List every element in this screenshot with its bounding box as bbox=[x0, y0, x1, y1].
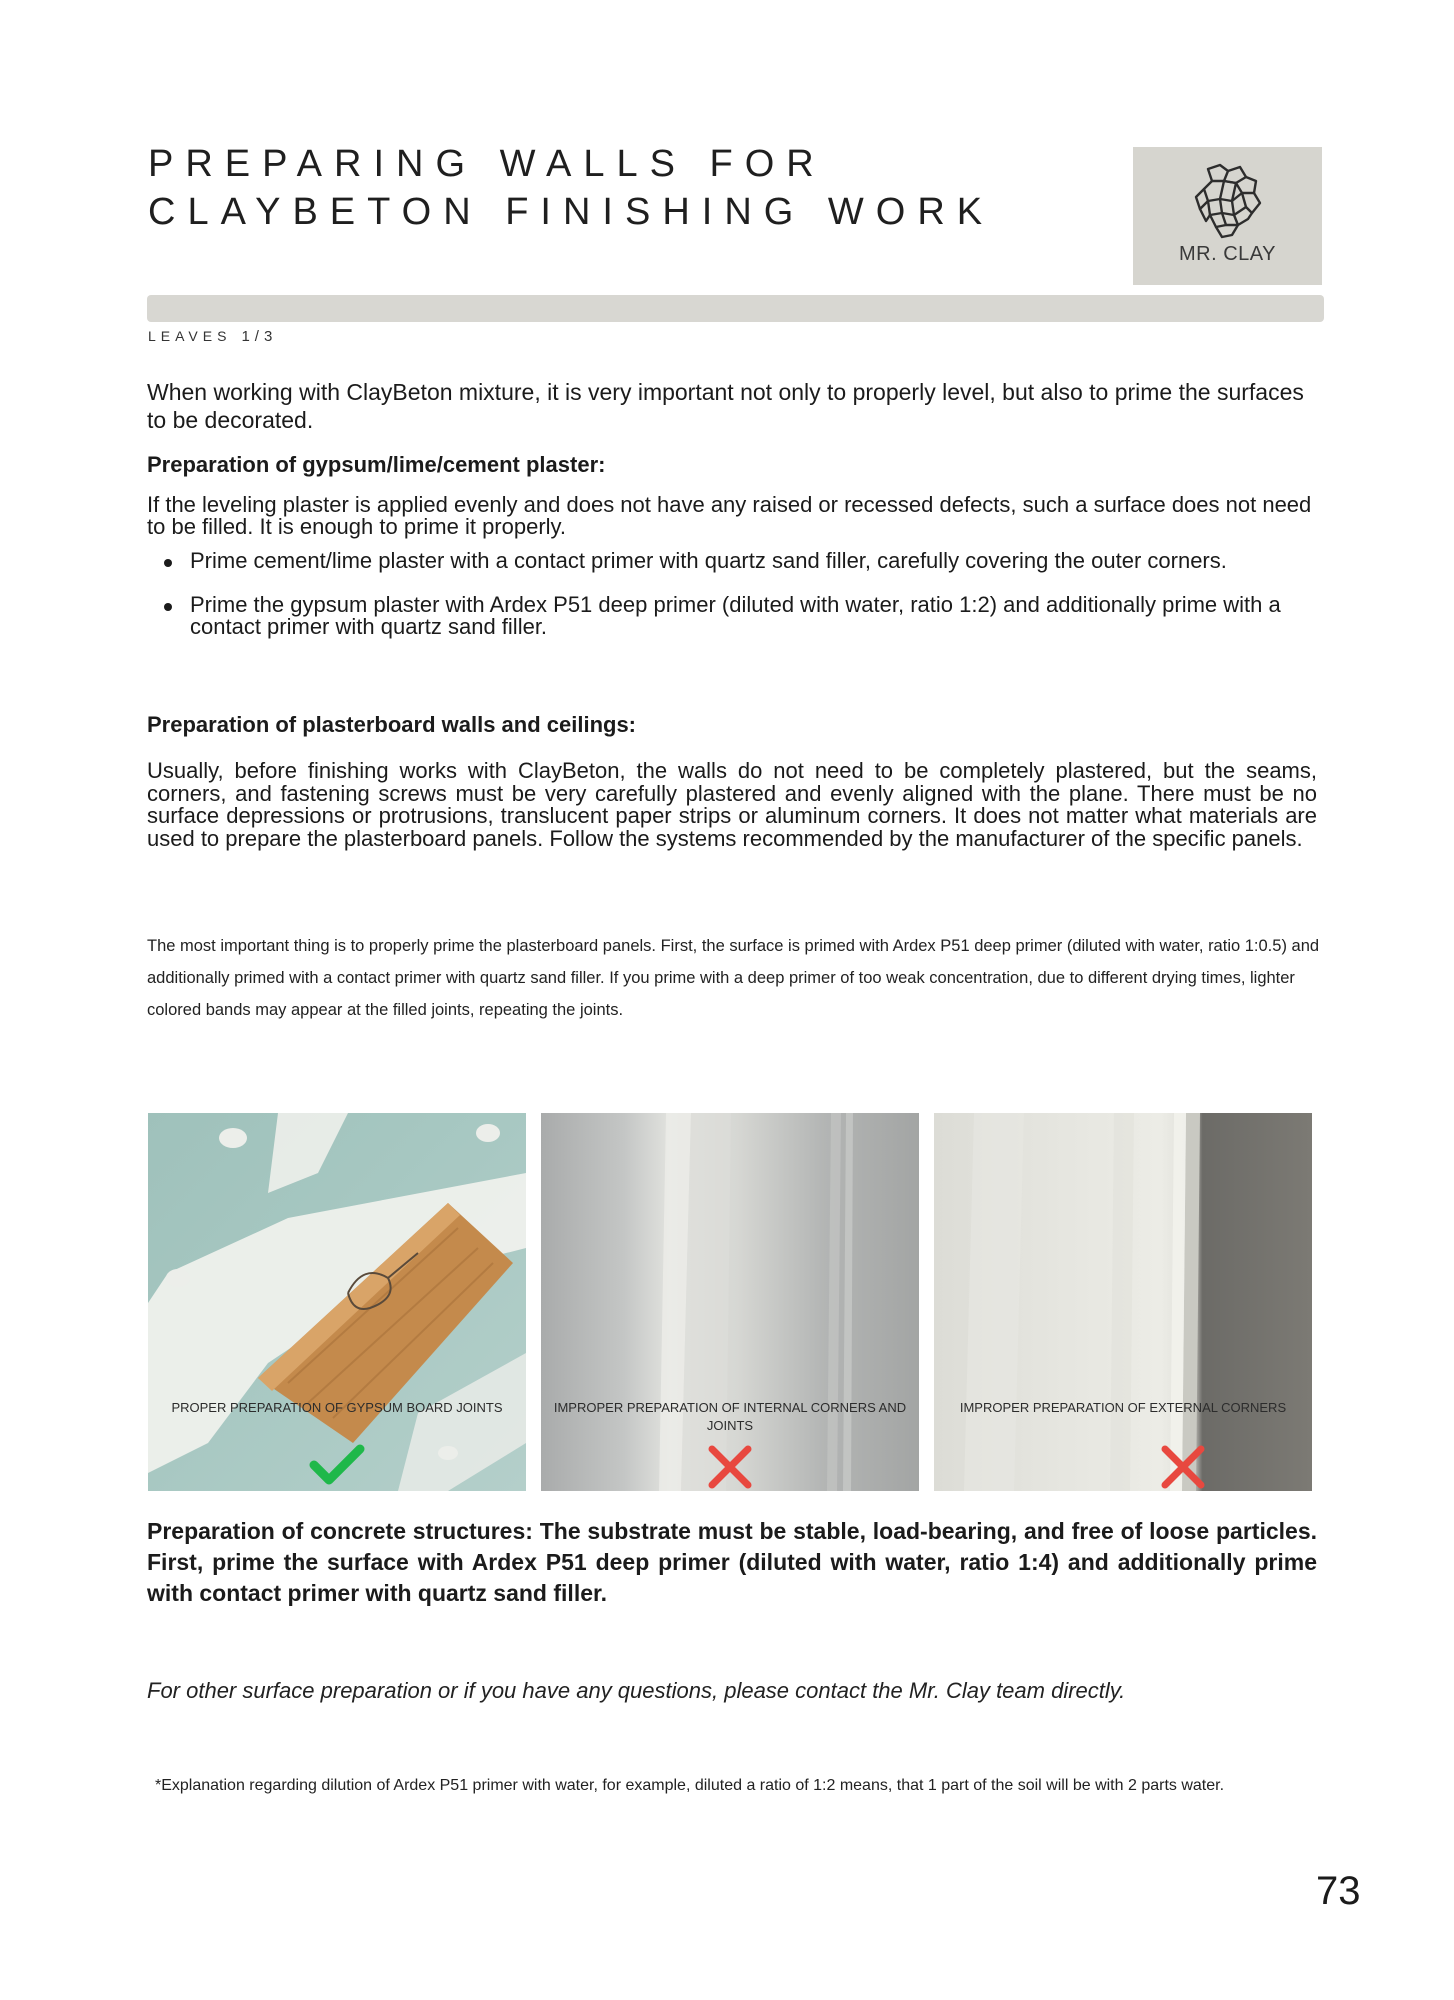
list-item: Prime cement/lime plaster with a contact primer with quartz sand filler, carefully covering the outer corners. bbox=[160, 550, 1330, 572]
page-number: 73 bbox=[1316, 1869, 1361, 1913]
check-icon bbox=[309, 1443, 365, 1487]
intro-paragraph: When working with ClayBeton mixture, it is very important not only to properly level, but also to prime the surfaces to be decorated. bbox=[147, 379, 1304, 433]
cross-icon bbox=[1159, 1443, 1207, 1491]
gypsum-bullet-list bbox=[160, 550, 1330, 660]
plasterboard-paragraph: Usually, before finishing works with ClayBeton, the walls do not need to be completely plastered, but the seams, corners, and fastening screws must be very carefully plastered and evenly aligned with the plane. There must be no surface depressions or protrusions, translucent paper strips or aluminum corners. It does not matter what materials are used to prepare the plasterboard panels. Follow the systems recommended by the manufacturer of the specific panels. bbox=[147, 758, 1317, 851]
page-title-line-2: CLAYBETON FINISHING WORK bbox=[148, 191, 995, 233]
concrete-paragraph: Preparation of concrete structures: The substrate must be stable, load-bearing, and free of loose particles. First, prime the surface with Ardex P51 deep primer (diluted with water, ratio 1:4) and additionally prime with contact primer with quartz sand filler. bbox=[147, 1518, 1317, 1606]
page-title-line-1: PREPARING WALLS FOR bbox=[148, 143, 826, 185]
header-divider-bar bbox=[147, 295, 1324, 322]
footnote: *Explanation regarding dilution of Ardex P51 primer with water, for example, diluted a ratio of 1:2 means, that 1 part of the soil will be with 2 parts water. bbox=[155, 1777, 1225, 1794]
logo-wordmark: MR. CLAY bbox=[1179, 243, 1276, 265]
photo-caption: IMPROPER PREPARATION OF INTERNAL CORNERS AND JOINTS bbox=[553, 1400, 907, 1433]
photo-proper-joints bbox=[148, 1113, 526, 1491]
gypsum-heading: Preparation of gypsum/lime/cement plaster: bbox=[147, 452, 606, 477]
ceiling-beam-illustration bbox=[148, 1113, 526, 1491]
plasterboard-heading: Preparation of plasterboard walls and ceilings: bbox=[147, 712, 637, 737]
section-indicator bbox=[148, 328, 277, 345]
photo-improper-external-corners bbox=[934, 1113, 1312, 1491]
photo-improper-internal-corners bbox=[541, 1113, 919, 1491]
cross-icon bbox=[706, 1443, 754, 1491]
page-title bbox=[148, 140, 994, 236]
photo-caption: IMPROPER PREPARATION OF EXTERNAL CORNERS bbox=[959, 1400, 1287, 1415]
contact-note: For other surface preparation or if you have any questions, please contact the Mr. Clay team directly. bbox=[147, 1678, 1126, 1703]
crackle-logo-icon bbox=[1178, 157, 1278, 247]
priming-paragraph: The most important thing is to properly prime the plasterboard panels. First, the surface is primed with Ardex P51 deep primer (diluted with water, ratio 1:0.5) and additionally primed with a contact primer with quartz sand filler. If you prime with a deep primer of too weak concentration, due to different drying times, lighter colored bands may appear at the filled joints, repeating the joints. bbox=[147, 937, 1320, 1019]
external-corner-illustration bbox=[934, 1113, 1312, 1491]
list-item: Prime the gypsum plaster with Ardex P51 deep primer (diluted with water, ratio 1:2) and additionally prime with a contact primer with quartz sand filler. bbox=[160, 594, 1330, 638]
section-page-counter: 1/3 bbox=[241, 328, 278, 345]
photo-caption: PROPER PREPARATION OF GYPSUM BOARD JOINTS bbox=[171, 1400, 503, 1415]
gypsum-paragraph: If the leveling plaster is applied evenly and does not have any raised or recessed defects, such a surface does not need to be filled. It is enough to prime it properly. bbox=[147, 492, 1312, 539]
section-label: LEAVES bbox=[148, 328, 232, 344]
brand-logo bbox=[1133, 147, 1322, 285]
